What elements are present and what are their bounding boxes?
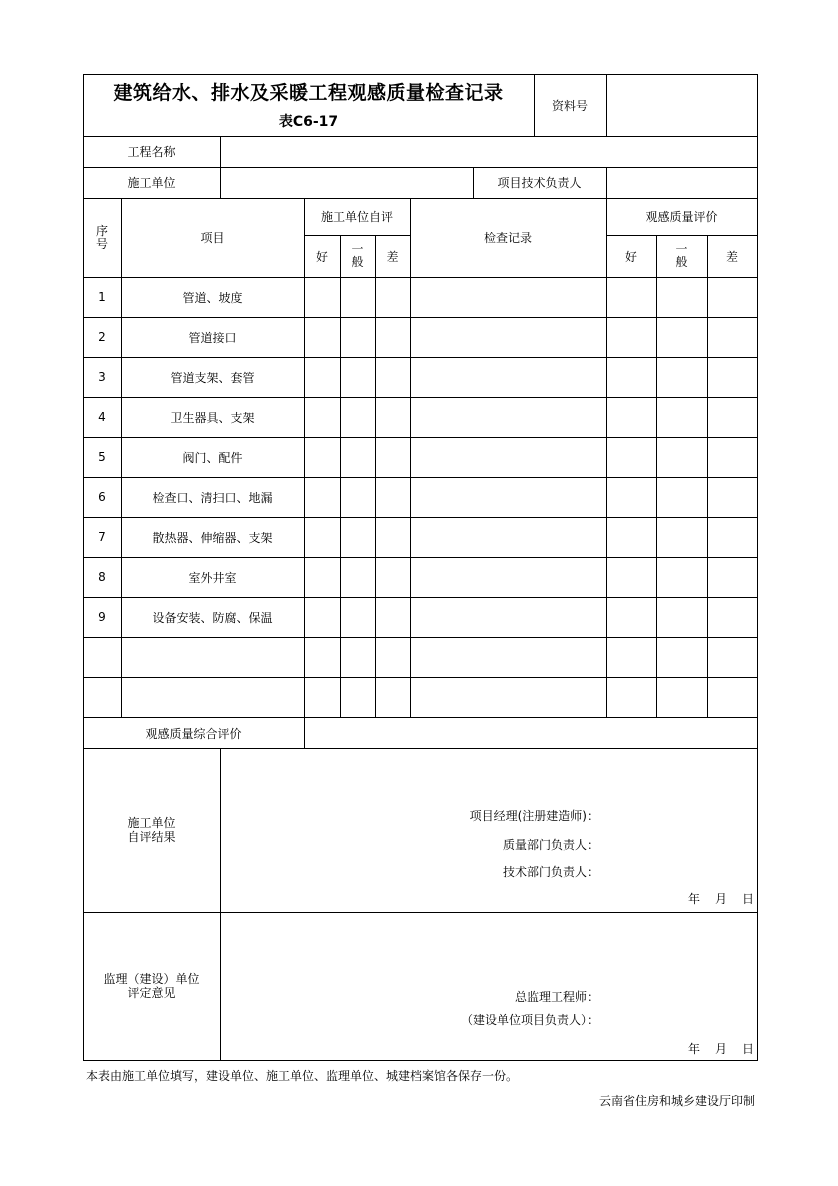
- self-result-label: [83, 748, 220, 912]
- self-poor-cell[interactable]: [375, 597, 410, 637]
- quality-general-cell[interactable]: [656, 517, 707, 557]
- row-item: 管道支架、套管: [170, 370, 255, 385]
- inspection-form: [83, 74, 757, 1060]
- self-general-header: [340, 235, 375, 277]
- quality-good-header: 好: [624, 249, 637, 264]
- form-title: 建筑给水、排水及采暖工程观感质量检查记录: [113, 81, 504, 104]
- self-result-area[interactable]: [220, 748, 757, 912]
- contractor-field[interactable]: [220, 167, 473, 198]
- supervision-label: [83, 912, 220, 1060]
- row-item: 室外井室: [188, 570, 237, 585]
- quality-good-cell[interactable]: [606, 477, 656, 517]
- quality-poor-cell[interactable]: [707, 317, 757, 357]
- quality-general-cell[interactable]: [656, 317, 707, 357]
- self-result-label-line: 自评结果: [127, 830, 176, 844]
- row-item: 管道接口: [188, 330, 237, 345]
- quality-good-cell[interactable]: [606, 517, 656, 557]
- qa-label: 质量部门负责人：: [502, 838, 599, 852]
- self-date-day: 日: [742, 892, 755, 906]
- quality-general-cell[interactable]: [656, 277, 707, 317]
- self-general-cell[interactable]: [340, 677, 375, 717]
- self-poor-cell[interactable]: [375, 277, 410, 317]
- quality-good-cell[interactable]: [606, 317, 656, 357]
- quality-good-cell[interactable]: [606, 637, 656, 677]
- self-good-cell[interactable]: [304, 357, 340, 397]
- pm-label: 项目经理(注册建造师)：: [469, 809, 599, 823]
- quality-poor-cell[interactable]: [707, 397, 757, 437]
- quality-good-cell[interactable]: [606, 677, 656, 717]
- self-date-year: 年: [688, 892, 701, 906]
- quality-good-cell[interactable]: [606, 557, 656, 597]
- self-general-cell[interactable]: [340, 637, 375, 677]
- check-record-cell[interactable]: [410, 397, 606, 437]
- self-poor-cell[interactable]: [375, 517, 410, 557]
- quality-poor-cell[interactable]: [707, 477, 757, 517]
- self-general-cell[interactable]: [340, 317, 375, 357]
- row-item: 卫生器具、支架: [170, 410, 255, 425]
- self-date-month: 月: [715, 892, 728, 906]
- h-rule: [83, 1060, 758, 1061]
- quality-general-cell[interactable]: [656, 597, 707, 637]
- self-good-cell[interactable]: [304, 437, 340, 477]
- self-good-cell[interactable]: [304, 277, 340, 317]
- supervision-label-line: 监理（建设）单位: [103, 972, 200, 986]
- quality-good-cell[interactable]: [606, 357, 656, 397]
- check-record-header: 检查记录: [483, 231, 532, 245]
- row-item: [121, 637, 304, 677]
- check-record-cell[interactable]: [410, 357, 606, 397]
- quality-poor-header: 差: [725, 249, 738, 264]
- self-good-header: 好: [315, 249, 328, 264]
- quality-general-cell[interactable]: [656, 557, 707, 597]
- overall-field[interactable]: [304, 718, 757, 748]
- printer-note: 云南省住房和城乡建设厅印制: [598, 1094, 755, 1108]
- general-char: 一: [351, 242, 364, 256]
- quality-poor-cell[interactable]: [707, 437, 757, 477]
- row-item: 管道、坡度: [182, 290, 243, 305]
- self-good-cell[interactable]: [304, 637, 340, 677]
- self-poor-cell[interactable]: [375, 317, 410, 357]
- doc-no-field[interactable]: [606, 74, 757, 136]
- quality-general-cell[interactable]: [656, 677, 707, 717]
- self-general-cell[interactable]: [340, 437, 375, 477]
- self-poor-cell[interactable]: [375, 677, 410, 717]
- footer-note: 本表由施工单位填写，建设单位、施工单位、监理单位、城建档案馆各保存一份。: [86, 1069, 519, 1083]
- self-general-cell[interactable]: [340, 597, 375, 637]
- self-result-label-line: 施工单位: [127, 816, 176, 830]
- contractor-label: 施工单位: [127, 176, 176, 190]
- check-record-cell[interactable]: [410, 557, 606, 597]
- row-no: [83, 677, 121, 717]
- project-name-label: 工程名称: [127, 145, 176, 159]
- self-good-cell[interactable]: [304, 597, 340, 637]
- quality-poor-cell[interactable]: [707, 557, 757, 597]
- quality-good-cell[interactable]: [606, 277, 656, 317]
- quality-poor-cell[interactable]: [707, 677, 757, 717]
- quality-good-cell[interactable]: [606, 597, 656, 637]
- doc-no-label: 资料号: [551, 98, 588, 113]
- check-record-cell[interactable]: [410, 637, 606, 677]
- self-good-cell[interactable]: [304, 517, 340, 557]
- seq-header-char: 序: [95, 223, 108, 238]
- quality-poor-cell[interactable]: [707, 637, 757, 677]
- self-general-cell[interactable]: [340, 357, 375, 397]
- row-no: 7: [98, 530, 106, 544]
- sup-date-year: 年: [688, 1042, 701, 1056]
- quality-eval-header: 观感质量评价: [645, 210, 718, 224]
- project-name-field[interactable]: [220, 136, 757, 167]
- self-poor-cell[interactable]: [375, 557, 410, 597]
- self-good-cell[interactable]: [304, 397, 340, 437]
- overall-label: 观感质量综合评价: [145, 726, 242, 741]
- check-record-cell[interactable]: [410, 677, 606, 717]
- tech-lead-field[interactable]: [606, 167, 757, 198]
- self-general-cell[interactable]: [340, 397, 375, 437]
- check-record-cell[interactable]: [410, 277, 606, 317]
- self-general-cell[interactable]: [340, 517, 375, 557]
- check-record-cell[interactable]: [410, 317, 606, 357]
- self-general-cell[interactable]: [340, 477, 375, 517]
- self-general-cell[interactable]: [340, 277, 375, 317]
- row-no: 6: [98, 490, 106, 504]
- self-general-cell[interactable]: [340, 557, 375, 597]
- row-no: 1: [98, 290, 106, 304]
- row-no: [83, 637, 121, 677]
- row-no: 5: [98, 450, 106, 464]
- tech-dept-label: 技术部门负责人：: [502, 865, 599, 879]
- self-good-cell[interactable]: [304, 557, 340, 597]
- quality-poor-cell[interactable]: [707, 277, 757, 317]
- row-no: 2: [98, 330, 106, 344]
- form-code: 表C6-17: [278, 114, 339, 130]
- sup-date-month: 月: [715, 1042, 728, 1056]
- sup-date-day: 日: [742, 1042, 755, 1056]
- v-rule: [757, 74, 758, 1060]
- general-char: 一: [675, 242, 688, 256]
- owner-lead-label: （建设单位项目负责人）：: [460, 1013, 599, 1027]
- quality-general-cell[interactable]: [656, 397, 707, 437]
- row-no: 4: [98, 410, 106, 424]
- row-no: 3: [98, 370, 106, 384]
- general-char: 般: [675, 255, 688, 269]
- seq-header: [83, 198, 121, 277]
- row-item: 阀门、配件: [182, 450, 243, 465]
- self-good-cell[interactable]: [304, 677, 340, 717]
- chief-supervisor-label: 总监理工程师：: [514, 990, 599, 1004]
- self-poor-cell[interactable]: [375, 477, 410, 517]
- check-record-cell[interactable]: [410, 437, 606, 477]
- supervision-area[interactable]: [220, 912, 757, 1060]
- quality-general-cell[interactable]: [656, 637, 707, 677]
- self-poor-cell[interactable]: [375, 437, 410, 477]
- quality-general-cell[interactable]: [656, 477, 707, 517]
- general-char: 般: [351, 255, 364, 269]
- tech-lead-label: 项目技术负责人: [497, 176, 582, 190]
- row-item: 设备安装、防腐、保温: [152, 610, 273, 625]
- self-good-cell[interactable]: [304, 317, 340, 357]
- quality-poor-cell[interactable]: [707, 517, 757, 557]
- quality-poor-cell[interactable]: [707, 597, 757, 637]
- row-no: 9: [98, 610, 106, 624]
- quality-general-cell[interactable]: [656, 357, 707, 397]
- quality-good-cell[interactable]: [606, 437, 656, 477]
- self-poor-cell[interactable]: [375, 637, 410, 677]
- check-record-cell[interactable]: [410, 517, 606, 557]
- self-eval-header: 施工单位自评: [320, 210, 393, 224]
- self-good-cell[interactable]: [304, 477, 340, 517]
- check-record-cell[interactable]: [410, 477, 606, 517]
- check-record-cell[interactable]: [410, 597, 606, 637]
- row-item: 散热器、伸缩器、支架: [152, 530, 273, 545]
- row-item: 检查口、清扫口、地漏: [152, 490, 273, 505]
- supervision-label-line: 评定意见: [127, 986, 176, 1000]
- seq-header-char: 号: [95, 236, 108, 251]
- quality-poor-cell[interactable]: [707, 357, 757, 397]
- quality-general-cell[interactable]: [656, 437, 707, 477]
- item-header: 项目: [200, 231, 225, 245]
- quality-good-cell[interactable]: [606, 397, 656, 437]
- quality-general-header: [656, 235, 707, 277]
- self-poor-cell[interactable]: [375, 357, 410, 397]
- self-poor-cell[interactable]: [375, 397, 410, 437]
- row-item: [121, 677, 304, 717]
- self-poor-header: 差: [386, 249, 399, 264]
- row-no: 8: [98, 570, 106, 584]
